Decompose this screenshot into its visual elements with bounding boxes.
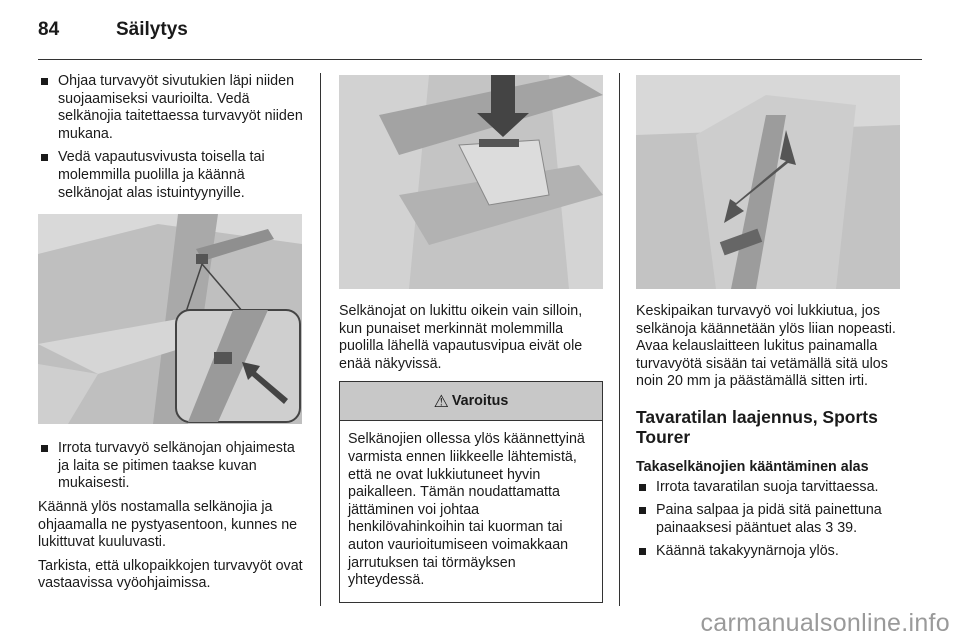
column-right: [636, 73, 902, 567]
paragraph: Tarkista, että ulkopaikkojen turvavyöt ovat vastaavissa vyöohjaimissa.: [38, 557, 303, 592]
column-divider: [619, 73, 620, 606]
warning-triangle-icon: ⚠: [433, 391, 449, 411]
bullet-square-icon: [639, 507, 646, 514]
paragraph: Käännä ylös nostamalla selkänojia ja ohjaamalla ne pystyasentoon, kunnes ne lukittuvat kuuluvasti.: [38, 498, 298, 551]
list-item: Käännä takakyynärnoja ylös.: [636, 543, 902, 561]
warning-text: Selkänojien ollessa ylös käännettyinä varmista ennen liikkeelle lähtemistä, että ne ovat lukkiutuneet hyvin paikalleen. Tämän noudattamatta jättäminen voi johtaa henkilövahinkoihin tai kuorman tai auton vaurioitumiseen voimakkaan jarrutuksen tai törmäyksen yhteydessä.: [348, 431, 585, 589]
section-heading: Tavaratilan laajennus, Sports Tourer: [636, 406, 878, 447]
illustration-seatbelt-holder: [38, 214, 302, 424]
paragraph: Keskipaikan turvavyö voi lukkiutua, jos selkänoja käännetään ylös liian nopeasti. Avaa kelauslaitteen lukitus painamalla turvavyötä sisään tai vetämällä sitä ulos noin 20 mm ja päästämällä sitten irti.: [636, 303, 896, 390]
list-item: Paina salpaa ja pidä sitä painettuna painaaksesi pääntuet alas 3 39.: [636, 502, 902, 537]
subsection-heading: Takaselkänojien kääntäminen alas: [636, 458, 869, 475]
column-middle: [339, 73, 603, 603]
warning-box: [339, 381, 603, 602]
page-number: 84: [38, 19, 60, 40]
bullet-square-icon: [41, 78, 48, 85]
warning-title: Varoitus: [451, 392, 509, 409]
bullet-square-icon: [639, 484, 646, 491]
header-divider: [38, 59, 922, 60]
warning-header: [340, 382, 602, 421]
illustration-release-lever: [339, 75, 603, 289]
watermark: carmanualsonline.info: [700, 609, 950, 637]
list-item: Vedä vapautusvivusta toisella tai molemmilla puolilla ja käännä selkänojat alas istuintyynyille.: [38, 149, 304, 202]
bullet-square-icon: [41, 445, 48, 452]
list-item: Irrota turvavyö selkänojan ohjaimesta ja laita se pitimen taakse kuvan mukaisesti.: [38, 440, 304, 493]
bullet-square-icon: [41, 154, 48, 161]
page-title: Säilytys: [116, 19, 188, 40]
bullet-square-icon: [639, 548, 646, 555]
column-left: [38, 73, 304, 599]
paragraph: Selkänojat on lukittu oikein vain silloin, kun punaiset merkinnät molemmilla puolilla lähellä vapautusvipua eivät ole enää näkyvissä.: [339, 303, 583, 372]
page-header: [38, 16, 922, 56]
illustration-center-belt: [636, 75, 900, 289]
column-divider: [320, 73, 321, 606]
list-item: Irrota tavaratilan suoja tarvittaessa.: [636, 479, 902, 497]
list-item: Ohjaa turvavyöt sivutukien läpi niiden suojaamiseksi vaurioilta. Vedä selkänojia taitettaessa turvavyöt niiden mukana.: [38, 73, 304, 143]
